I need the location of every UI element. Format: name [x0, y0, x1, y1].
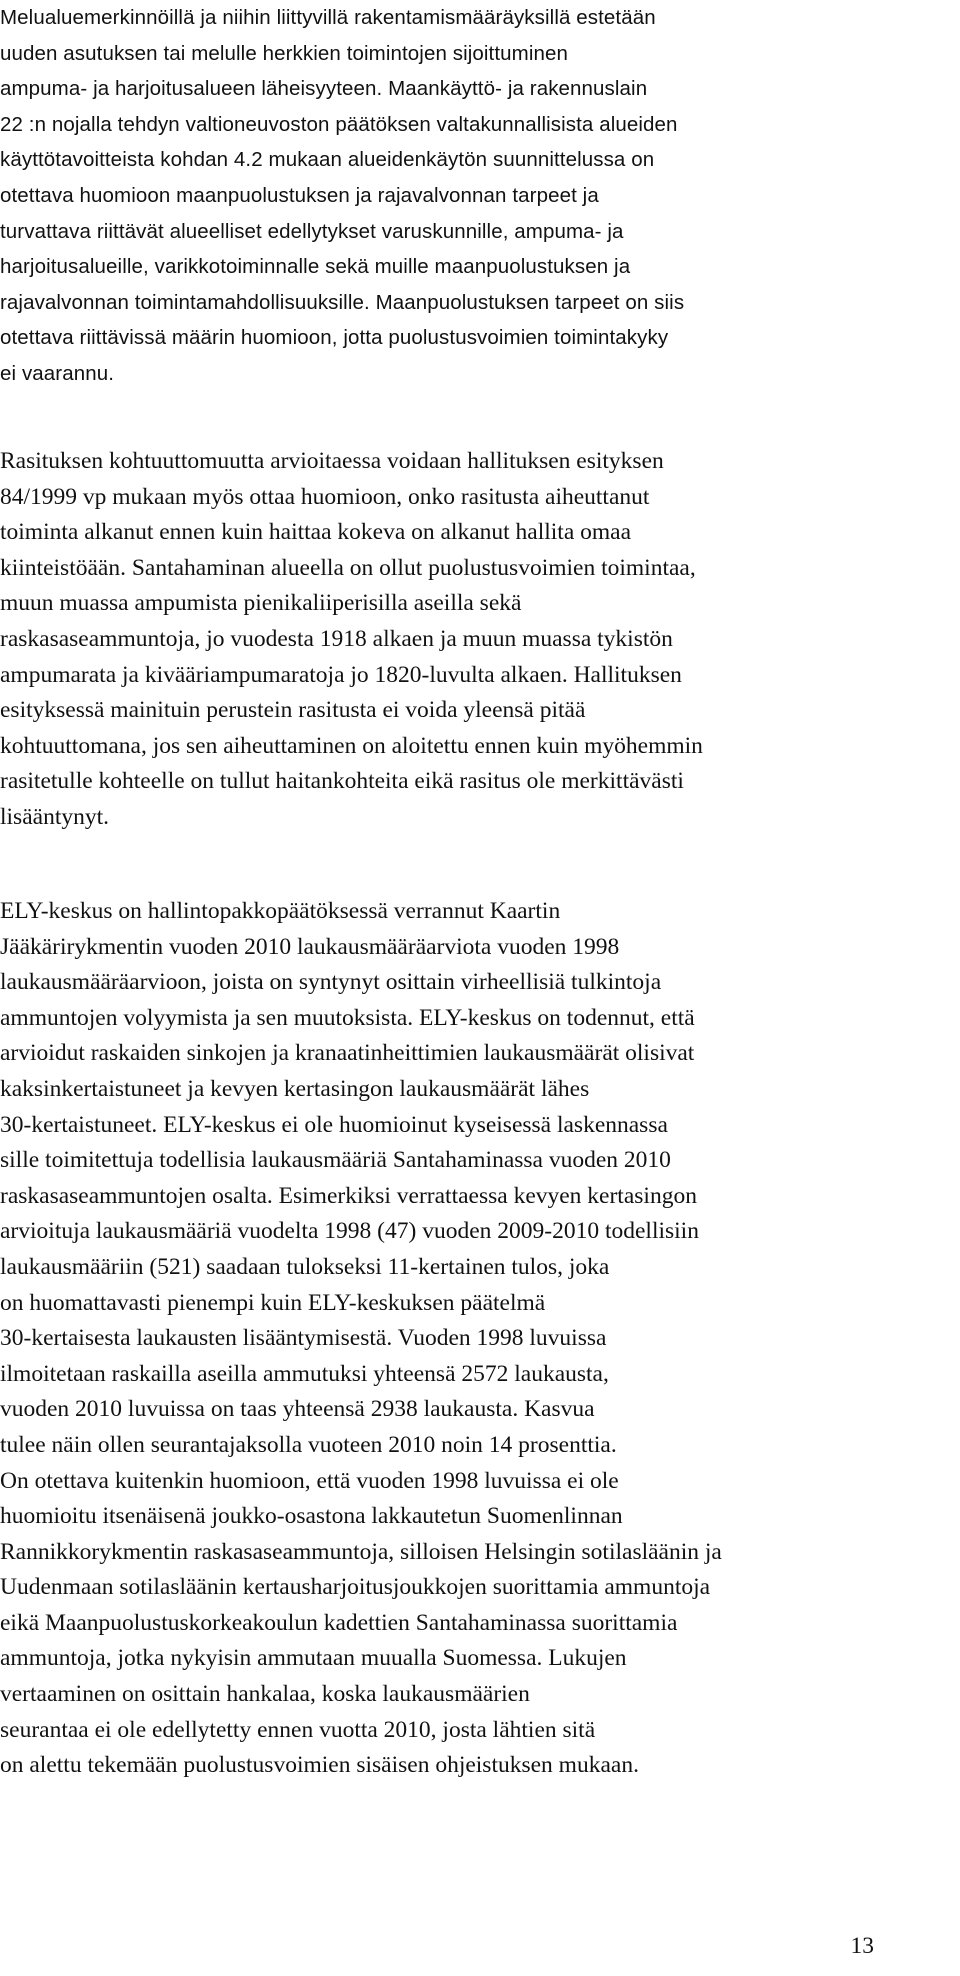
- text-line: laukausmääriin (521) saadaan tulokseksi 11-kertainen tulos, joka: [0, 1253, 610, 1280]
- text-line: laukausmääräarvioon, joista on syntynyt osittain virheellisiä tulkintoja: [0, 969, 662, 996]
- text-line: kiinteistöään. Santahaminan alueella on ollut puolustusvoimien toimintaa,: [0, 554, 696, 581]
- text-line: raskasaseammuntojen osalta. Esimerkiksi verrattaessa kevyen kertasingon: [0, 1182, 697, 1209]
- text-line: Melualuemerkinnöillä ja niihin liittyvillä rakentamismääräyksillä estetään: [0, 6, 656, 29]
- text-line: ammuntojen volyymista ja sen muutoksista. ELY-keskus on todennut, että: [0, 1004, 695, 1031]
- text-line: on alettu tekemään puolustusvoimien sisäisen ohjeistuksen mukaan.: [0, 1752, 639, 1779]
- text-line: otettava riittävissä määrin huomioon, jotta puolustusvoimien toimintakyky: [0, 326, 669, 350]
- text-line: harjoitusalueille, varikkotoiminnalle sekä muille maanpuolustuksen ja: [0, 255, 631, 279]
- paragraph-burden-assessment: [0, 444, 960, 836]
- text-line: kohtuuttomana, jos sen aiheuttaminen on aloitettu ennen kuin myöhemmin: [0, 732, 703, 759]
- text-line: lisääntynyt.: [0, 803, 109, 830]
- text-line: ilmoitetaan raskailla aseilla ammutuksi yhteensä 2572 laukausta,: [0, 1360, 609, 1387]
- text-line: otettava huomioon maanpuolustuksen ja rajavalvonnan tarpeet ja: [0, 183, 599, 207]
- text-line: muun muassa ampumista pienikaliiperisilla aseilla sekä: [0, 590, 522, 617]
- text-line: 84/1999 vp mukaan myös ottaa huomioon, onko rasitusta aiheuttanut: [0, 483, 650, 510]
- text-line: Uudenmaan sotilasläänin kertausharjoitusjoukkojen suorittamia ammuntoja: [0, 1574, 711, 1601]
- text-line: Rasituksen kohtuuttomuutta arvioitaessa voidaan hallituksen esityksen: [0, 448, 664, 474]
- text-line: sille toimitettuja todellisia laukausmääriä Santahaminassa vuoden 2010: [0, 1147, 671, 1174]
- text-line: huomioitu itsenäisenä joukko-osastona lakkautetun Suomenlinnan: [0, 1503, 623, 1530]
- text-line: 30-kertaistuneet. ELY-keskus ei ole huomioinut kyseisessä laskennassa: [0, 1111, 668, 1138]
- text-line: 22 :n nojalla tehdyn valtioneuvoston päätöksen valtakunnallisista alueiden: [0, 112, 678, 136]
- text-line: rajavalvonnan toimintamahdollisuuksille. Maanpuolustuksen tarpeet on siis: [0, 290, 685, 314]
- text-line: tulee näin ollen seurantajaksolla vuoteen 2010 noin 14 prosenttia.: [0, 1431, 617, 1458]
- text-line: ammuntoja, jotka nykyisin ammutaan muualla Suomessa. Lukujen: [0, 1645, 627, 1672]
- text-line: ampumarata ja kivääriampumaratoja jo 1820-luvulta alkaen. Hallituksen: [0, 661, 682, 688]
- text-line: arvioidut raskaiden sinkojen ja kranaatinheittimien laukausmäärät olisivat: [0, 1040, 695, 1067]
- text-line: esityksessä mainituin perustein rasitusta ei voida yleensä pitää: [0, 697, 586, 724]
- text-line: rasitetulle kohteelle on tullut haitankohteita eikä rasitus ole merkittävästi: [0, 768, 684, 795]
- text-line: ELY-keskus on hallintopakkopäätöksessä verrannut Kaartin: [0, 898, 561, 924]
- text-line: seurantaa ei ole edellytetty ennen vuotta 2010, josta lähtien sitä: [0, 1716, 596, 1743]
- page-number: 13: [850, 1933, 874, 1959]
- text-line: On otettava kuitenkin huomioon, että vuoden 1998 luvuissa ei ole: [0, 1467, 619, 1494]
- text-line: Jääkärirykmentin vuoden 2010 laukausmääräarviota vuoden 1998: [0, 933, 620, 960]
- text-line: on huomattavasti pienempi kuin ELY-keskuksen päätelmä: [0, 1289, 546, 1316]
- text-line: kaksinkertaistuneet ja kevyen kertasingon laukausmäärät lähes: [0, 1075, 590, 1102]
- text-line: ampuma- ja harjoitusalueen läheisyyteen. Maankäyttö- ja rakennuslain: [0, 77, 648, 101]
- text-line: uuden asutuksen tai melulle herkkien toimintojen sijoittuminen: [0, 41, 568, 65]
- text-line: Rannikkorykmentin raskasaseammuntoja, silloisen Helsingin sotilasläänin ja: [0, 1538, 722, 1565]
- paragraph-land-use-planning: [0, 0, 960, 392]
- text-line: vertaaminen on osittain hankalaa, koska laukausmäärien: [0, 1681, 530, 1708]
- text-line: ei vaarannu.: [0, 361, 115, 385]
- paragraph-ely-comparison: [0, 894, 960, 1784]
- text-line: raskasaseammuntoja, jo vuodesta 1918 alkaen ja muun muassa tykistön: [0, 625, 673, 652]
- text-line: toiminta alkanut ennen kuin haittaa kokeva on alkanut hallita omaa: [0, 519, 632, 546]
- text-line: vuoden 2010 luvuissa on taas yhteensä 2938 laukausta. Kasvua: [0, 1396, 595, 1423]
- text-line: turvattava riittävät alueelliset edellytykset varuskunnille, ampuma- ja: [0, 219, 624, 243]
- text-line: eikä Maanpuolustuskorkeakoulun kadettien Santahaminassa suorittamia: [0, 1609, 678, 1636]
- text-line: käyttötavoitteista kohdan 4.2 mukaan alueidenkäytön suunnittelussa on: [0, 148, 655, 172]
- text-line: 30-kertaisesta laukausten lisääntymisestä. Vuoden 1998 luvuissa: [0, 1325, 607, 1352]
- text-line: arvioituja laukausmääriä vuodelta 1998 (47) vuoden 2009-2010 todellisiin: [0, 1218, 699, 1245]
